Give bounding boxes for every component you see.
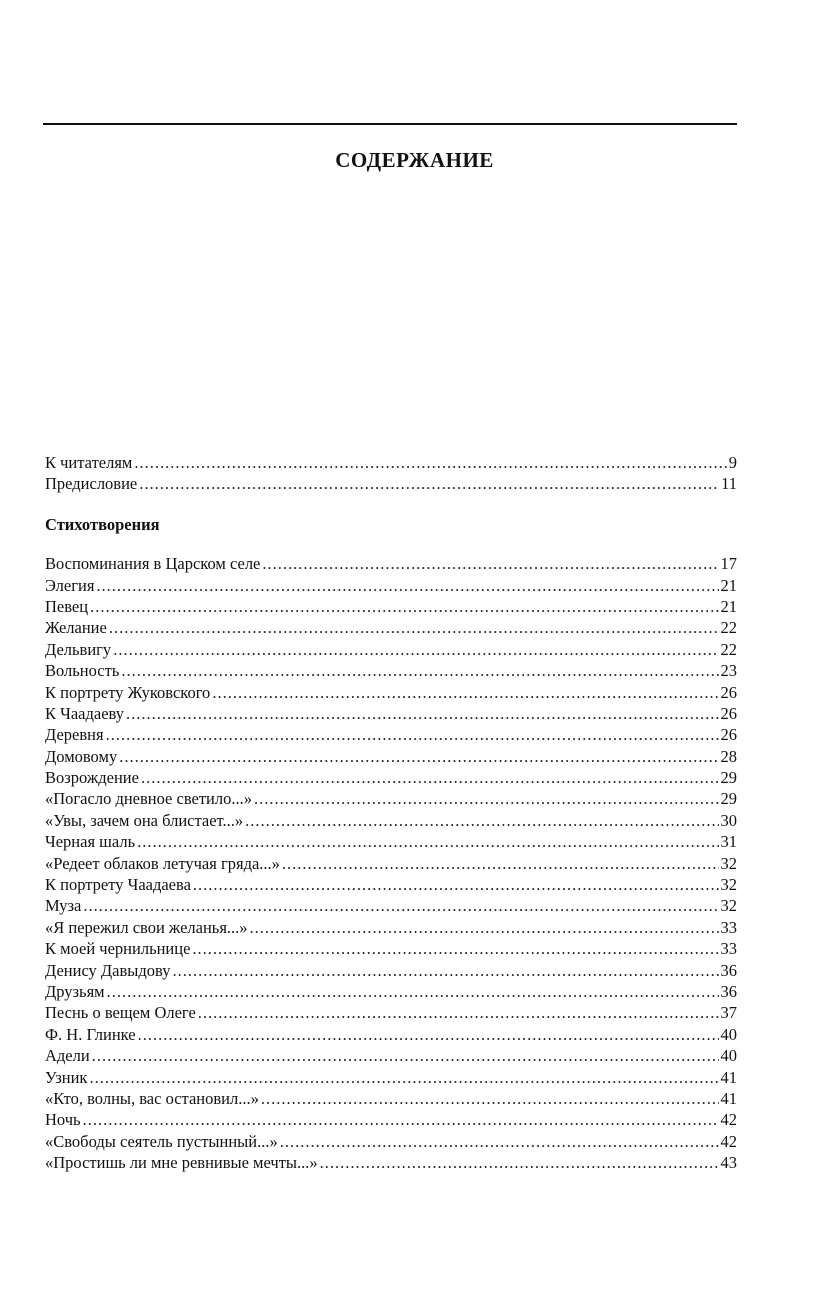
- toc-entry-title: Элегия: [45, 575, 95, 595]
- toc-entry: [45, 1002, 737, 1023]
- dot-leader: [83, 1109, 719, 1130]
- toc-entry-title: К читателям: [45, 453, 133, 472]
- page-title: СОДЕРЖАНИЕ: [335, 148, 494, 172]
- toc-entry-page: 26: [720, 703, 737, 723]
- toc-entry-title: «Погасло дневное светило...»: [45, 789, 252, 809]
- dot-leader: [90, 596, 718, 617]
- toc-entry-title: Узник: [45, 1067, 88, 1087]
- toc-entry-page: 33: [720, 939, 737, 959]
- toc-entry: [45, 1088, 737, 1109]
- dot-leader: [134, 452, 726, 473]
- dot-leader: [107, 981, 719, 1002]
- dot-leader: [141, 767, 719, 788]
- toc-entry-page: 43: [720, 1153, 737, 1173]
- toc-entry-title: Предисловие: [45, 474, 138, 494]
- toc-entry-page: 26: [720, 725, 737, 745]
- dot-leader: [212, 682, 718, 703]
- dot-leader: [126, 703, 718, 724]
- dot-leader: [106, 724, 719, 745]
- toc-entry-page: 31: [720, 832, 737, 852]
- toc-entry-title: «Увы, зачем она блистает...»: [45, 810, 244, 830]
- toc-entry-page: 42: [720, 1110, 737, 1130]
- dot-leader: [245, 810, 718, 831]
- toc-entry-page: 37: [720, 1003, 737, 1023]
- toc-entry-page: 29: [720, 789, 737, 809]
- toc-entry-page: 40: [720, 1024, 737, 1044]
- toc-entry-page: 42: [720, 1131, 737, 1151]
- dot-leader: [254, 788, 719, 809]
- toc-entry-page: 41: [720, 1067, 737, 1087]
- toc-entry-title: К портрету Жуковского: [45, 682, 211, 702]
- toc-entry-page: 41: [720, 1088, 737, 1108]
- toc-entry-title: Желание: [45, 618, 107, 638]
- toc-entry: [45, 724, 737, 745]
- toc-entry-page: 28: [720, 746, 737, 766]
- toc-entry-title: «Я пережил свои желанья...»: [45, 917, 248, 937]
- toc-entry-page: 36: [720, 981, 737, 1001]
- toc-entry: [45, 617, 737, 638]
- toc-entry-title: Ночь: [45, 1110, 81, 1130]
- dot-leader: [96, 575, 718, 596]
- toc-entry: [45, 746, 737, 767]
- toc-entry: [45, 1024, 737, 1045]
- toc-entry: [45, 575, 737, 596]
- toc-entry-page: 40: [720, 1046, 737, 1066]
- toc-entry-page: 21: [720, 575, 737, 595]
- toc-entry: [45, 473, 737, 494]
- toc-entry-page: 33: [720, 917, 737, 937]
- toc-entry-page: 21: [720, 596, 737, 616]
- toc-entry: [45, 682, 737, 703]
- dot-leader: [109, 617, 719, 638]
- toc-entry: [45, 596, 737, 617]
- toc-entry-title: Песнь о вещем Олеге: [45, 1003, 196, 1023]
- toc-entry-page: 17: [720, 554, 737, 574]
- dot-leader: [262, 553, 718, 574]
- dot-leader: [121, 660, 718, 681]
- toc-entry-title: Вольность: [45, 661, 120, 681]
- dot-leader: [137, 831, 718, 852]
- dot-leader: [280, 1131, 719, 1152]
- poems-list: [45, 553, 737, 1173]
- toc-entry: [45, 917, 737, 938]
- toc-entry-title: Деревня: [45, 725, 104, 745]
- toc-entry-title: Адели: [45, 1046, 90, 1066]
- dot-leader: [282, 853, 719, 874]
- section-heading: Стихотворения: [45, 514, 160, 534]
- toc-entry-title: Муза: [45, 896, 82, 916]
- toc-entry: [45, 853, 737, 874]
- toc-entry: [45, 660, 737, 681]
- toc-entry: [45, 1045, 737, 1066]
- toc-entry: [45, 1067, 737, 1088]
- toc-entry: [45, 553, 737, 574]
- toc-entry-page: 23: [720, 661, 737, 681]
- dot-leader: [250, 917, 719, 938]
- toc-entry-title: Домовому: [45, 746, 118, 766]
- toc-entry-page: 29: [720, 768, 737, 788]
- dot-leader: [139, 473, 719, 494]
- toc-entry-page: 26: [720, 682, 737, 702]
- dot-leader: [193, 874, 719, 895]
- dot-leader: [113, 639, 718, 660]
- toc-entry-title: К моей чернильнице: [45, 939, 191, 959]
- dot-leader: [89, 1067, 718, 1088]
- toc-entry-title: «Простишь ли мне ревнивые мечты...»: [45, 1153, 318, 1173]
- toc-entry-title: Денису Давыдову: [45, 960, 171, 980]
- toc-entry-title: «Редеет облаков летучая гряда...»: [45, 853, 280, 873]
- toc-entry-page: 32: [720, 896, 737, 916]
- dot-leader: [320, 1152, 719, 1173]
- toc-entry: [45, 1109, 737, 1130]
- toc-entry-page: 22: [720, 639, 737, 659]
- toc-entry: [45, 938, 737, 959]
- toc-entry-title: «Кто, волны, вас остановил...»: [45, 1088, 259, 1108]
- toc-entry-page: 30: [720, 810, 737, 830]
- dot-leader: [261, 1088, 719, 1109]
- toc-entry: [45, 874, 737, 895]
- toc-entry: [45, 960, 737, 981]
- header-rule: [43, 123, 737, 125]
- toc-entry-title: Воспоминания в Царском селе: [45, 554, 261, 574]
- toc-entry: [45, 1152, 737, 1173]
- front-matter-list: [45, 452, 737, 495]
- toc-entry-title: Ф. Н. Глинке: [45, 1024, 136, 1044]
- toc-entry-title: Певец: [45, 596, 89, 616]
- toc-entry-page: 9: [728, 453, 737, 472]
- toc-entry-title: Дельвигу: [45, 639, 112, 659]
- toc-entry: [45, 981, 737, 1002]
- dot-leader: [119, 746, 718, 767]
- toc-entry: [45, 810, 737, 831]
- dot-leader: [192, 938, 718, 959]
- toc-entry: [45, 1131, 737, 1152]
- dot-leader: [173, 960, 719, 981]
- table-of-contents: [45, 452, 737, 1174]
- toc-entry: [45, 639, 737, 660]
- dot-leader: [138, 1024, 719, 1045]
- dot-leader: [92, 1045, 719, 1066]
- toc-entry-title: Черная шаль: [45, 832, 136, 852]
- toc-entry-title: К портрету Чаадаева: [45, 875, 191, 895]
- toc-entry-title: Друзьям: [45, 981, 105, 1001]
- toc-entry-page: 11: [721, 474, 737, 494]
- toc-entry: [45, 452, 737, 473]
- toc-entry-page: 36: [720, 960, 737, 980]
- toc-entry-page: 22: [720, 618, 737, 638]
- dot-leader: [83, 895, 718, 916]
- toc-entry-page: 32: [720, 875, 737, 895]
- dot-leader: [198, 1002, 719, 1023]
- toc-entry: [45, 767, 737, 788]
- toc-entry-page: 32: [720, 853, 737, 873]
- toc-entry-title: «Свободы сеятель пустынный...»: [45, 1131, 278, 1151]
- toc-entry: [45, 831, 737, 852]
- toc-entry: [45, 895, 737, 916]
- toc-entry-title: К Чаадаеву: [45, 703, 125, 723]
- toc-entry: [45, 788, 737, 809]
- toc-entry-title: Возрождение: [45, 768, 139, 788]
- toc-entry: [45, 703, 737, 724]
